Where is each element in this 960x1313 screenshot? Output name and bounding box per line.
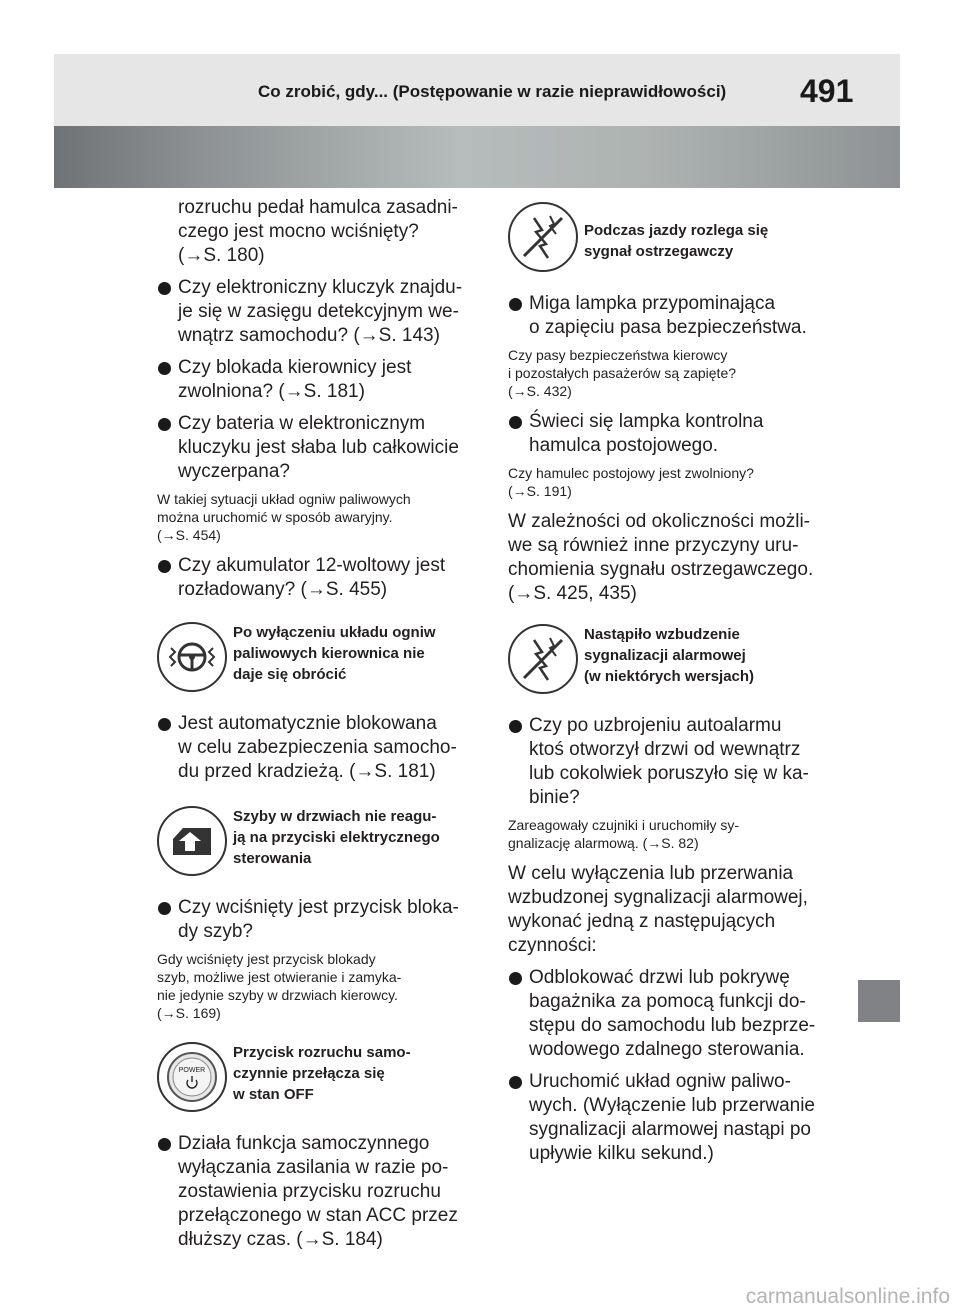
text-line: we są również inne przyczyny uru- (508, 535, 799, 556)
text-line: upływie kilku sekund.) (529, 1143, 714, 1164)
text-line: Jest automatycznie blokowana (178, 713, 437, 734)
header-gradient-band (54, 126, 900, 188)
text-line: Czy elektroniczny kluczyk znajdu- (178, 277, 463, 298)
text-line: (→S. 180) (178, 245, 265, 266)
bullet-dot-icon (158, 902, 171, 915)
text-line: Czy hamulec postojowy jest zwolniony? (508, 465, 754, 481)
symptom-row (508, 624, 838, 706)
text-line: Czy bateria w elektronicznym (178, 413, 426, 434)
text-line: i pozostałych pasażerów są zapięte? (508, 365, 737, 381)
text-line: ją na przyciski elektrycznego (233, 829, 440, 846)
bullet-dot-icon (158, 560, 171, 573)
bullet-dot-icon (158, 1138, 171, 1151)
text-line: Szyby w drzwiach nie reagu- (233, 808, 437, 825)
text-line: czynności: (508, 935, 597, 956)
text-line: Nastąpiło wzbudzenie (584, 626, 740, 643)
text-line: Działa funkcja samoczynnego (178, 1133, 430, 1154)
text-line: wzbudzonej sygnalizacji alarmowej, (508, 887, 808, 908)
bullet-item (157, 1132, 487, 1252)
bullet-dot-icon (509, 298, 522, 311)
text-line: czynnie przełącza się (233, 1065, 385, 1082)
note (508, 346, 838, 400)
bullet-item (157, 896, 487, 944)
symptom-heading (233, 806, 440, 869)
bullet-item (157, 412, 487, 484)
continued-paragraph (157, 196, 487, 268)
text-line: sygnał ostrzegawczy (584, 243, 734, 260)
bullet-dot-icon (509, 720, 522, 733)
paragraph (508, 510, 838, 606)
text-line: Czy po uzbrojeniu autoalarmu (529, 715, 782, 736)
bullet-dot-icon (158, 718, 171, 731)
bullet-item (157, 712, 487, 784)
text-line: dłuższy czas. (→S. 184) (178, 1229, 383, 1250)
text-line: szyb, możliwe jest otwieranie i zamyka- (157, 969, 402, 985)
text-line: Gdy wciśnięty jest przycisk blokady (157, 951, 376, 967)
text-line: Uruchomić układ ogniw paliwo- (529, 1071, 791, 1092)
text-line: można uruchomić w sposób awaryjny. (157, 509, 393, 525)
section-tab (858, 980, 900, 1022)
text-line: Odblokować drzwi lub pokrywę (529, 967, 790, 988)
footer-watermark: carmanualsonline.info (745, 1285, 950, 1308)
text-line: W zależności od okoliczności możli- (508, 511, 810, 532)
text-line: ktoś otworzył drzwi od wewnątrz (529, 739, 801, 760)
text-line: (→S. 425, 435) (508, 583, 637, 604)
steering-lock-icon (157, 622, 227, 692)
text-line: (w niektórych wersjach) (584, 668, 755, 685)
text-line: sygnalizacji alarmowej nastąpi po (529, 1119, 811, 1140)
note (508, 464, 838, 500)
text-line: (→S. 169) (157, 1005, 221, 1021)
bullet-dot-icon (158, 282, 171, 295)
text-line: Czy wciśnięty jest przycisk bloka- (178, 897, 459, 918)
bullet-dot-icon (509, 972, 522, 985)
text-line: Przycisk rozruchu samo- (233, 1044, 411, 1061)
text-line: zostawienia przycisku rozruchu (178, 1181, 441, 1202)
text-line: w celu zabezpieczenia samocho- (178, 737, 457, 758)
text-line: sygnalizacji alarmowej (584, 647, 746, 664)
text-line: dy szyb? (178, 921, 253, 942)
page-number: 491 (800, 73, 854, 109)
text-line: Po wyłączeniu układu ogniw (233, 624, 436, 641)
text-line: przełączonego w stan ACC przez (178, 1205, 458, 1226)
symptom-heading (584, 624, 754, 687)
text-line: zwolniona? (→S. 181) (178, 381, 365, 402)
text-line: je się w zasięgu detekcyjnym we- (178, 301, 459, 322)
text-line: wodowego zdalnego sterowania. (529, 1039, 805, 1060)
bullet-item (508, 410, 838, 458)
alarm-buzzer-icon (508, 624, 578, 694)
text-line: wyłączania zasilania w razie po- (178, 1157, 449, 1178)
symptom-heading (233, 622, 436, 685)
text-line: wykonać jedną z następujących (508, 911, 776, 932)
bullet-item (508, 714, 838, 810)
text-line: kluczyku jest słaba lub całkowicie (178, 437, 459, 458)
text-line: du przed kradzieżą. (→S. 181) (178, 761, 436, 782)
note (157, 950, 487, 1022)
bullet-item (508, 292, 838, 340)
text-line: bagażnika za pomocą funkcji do- (529, 991, 806, 1012)
text-line: rozładowany? (→S. 455) (178, 579, 388, 600)
bullet-item (157, 276, 487, 348)
text-line: (→S. 191) (508, 483, 572, 499)
text-line: W takiej sytuacji układ ogniw paliwowych (157, 491, 411, 507)
text-line: lub cokolwiek poruszyło się w ka- (529, 763, 809, 784)
symptom-row (157, 622, 487, 704)
left-column (157, 196, 487, 1260)
text-line: wnątrz samochodu? (→S. 143) (178, 325, 440, 346)
symptom-row (157, 1042, 487, 1124)
bullet-dot-icon (509, 416, 522, 429)
text-line: sterowania (233, 850, 312, 867)
window-icon (157, 806, 227, 876)
text-line: chomienia sygnału ostrzegawczego. (508, 559, 814, 580)
power-label: POWER (178, 1067, 206, 1074)
text-line: hamulca postojowego. (529, 435, 719, 456)
bullet-item (508, 1070, 838, 1166)
text-line: Świeci się lampka kontrolna (529, 411, 764, 432)
bullet-item (508, 966, 838, 1062)
paragraph (508, 862, 838, 958)
symptom-heading (233, 1042, 411, 1105)
text-line: paliwowych kierownica nie (233, 645, 425, 662)
text-line: Czy pasy bezpieczeństwa kierowcy (508, 347, 728, 363)
warning-buzzer-icon (508, 202, 578, 272)
right-column (508, 196, 838, 1174)
text-line: binie? (529, 787, 580, 808)
text-line: stępu do samochodu lub bezprze- (529, 1015, 816, 1036)
note (157, 490, 487, 544)
text-line: gnalizację alarmową. (→S. 82) (508, 835, 699, 851)
text-line: (→S. 454) (157, 527, 221, 543)
power-button-icon (157, 1042, 227, 1112)
symptom-row (157, 806, 487, 888)
text-line: o zapięciu pasa bezpieczeństwa. (529, 317, 807, 338)
bullet-dot-icon (509, 1076, 522, 1089)
text-line: Czy blokada kierownicy jest (178, 357, 412, 378)
bullet-item (157, 554, 487, 602)
symptom-row (508, 202, 838, 284)
text-line: czego jest mocno wciśnięty? (178, 221, 419, 242)
bullet-dot-icon (158, 418, 171, 431)
text-line: daje się obrócić (233, 666, 347, 683)
bullet-item (157, 356, 487, 404)
text-line: (→S. 432) (508, 383, 572, 399)
text-line: wyczerpana? (178, 461, 290, 482)
text-line: Podczas jazdy rozlega się (584, 222, 769, 239)
text-line: W celu wyłączenia lub przerwania (508, 863, 794, 884)
symptom-heading (584, 220, 768, 262)
text-line: nie jedynie szyby w drzwiach kierowcy. (157, 987, 398, 1003)
text-line: Czy akumulator 12-woltowy jest (178, 555, 446, 576)
bullet-dot-icon (158, 362, 171, 375)
text-line: wych. (Wyłączenie lub przerwanie (529, 1095, 815, 1116)
text-line: w stan OFF (233, 1086, 314, 1103)
text-line: rozruchu pedał hamulca zasadni- (178, 197, 458, 218)
text-line: Miga lampka przypominająca (529, 293, 776, 314)
text-line: Zareagowały czujniki i uruchomiły sy- (508, 817, 740, 833)
header-title: Co zrobić, gdy... (Postępowanie w razie nieprawidłowości) (258, 82, 727, 101)
note (508, 816, 838, 852)
